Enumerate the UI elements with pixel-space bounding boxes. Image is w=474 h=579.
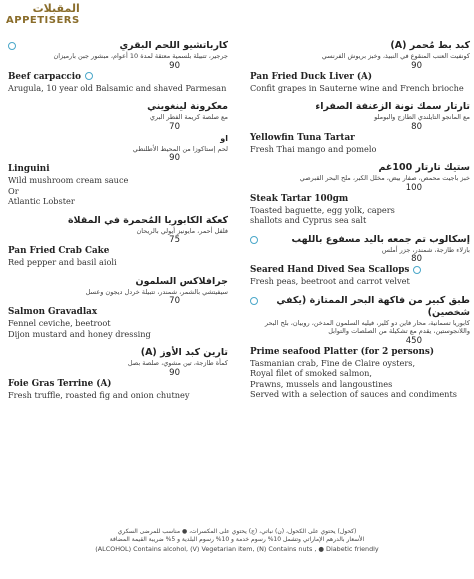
item-title: Steak Tartar 100gm [250,193,349,204]
item-desc-arabic: فلفل أحمر، مايونيز أيولي بالريحان [136,226,228,235]
item-title-arabic: كارباتشيو اللحم البقري [119,40,228,51]
item-price: 70 [169,121,180,132]
item-price: 90 [169,60,180,71]
item-title-arabic: إسكالوب تم جمعه باليد مسفوع باللهب [291,233,470,245]
menu-item-foie-gras [8,347,228,400]
item-desc: Prawns, mussels and langoustines [250,378,393,389]
diabetic-friendly-icon [250,236,258,244]
item-desc-arabic: لحم إستاكوزا من المحيط الأطلنطي [132,144,228,153]
menu-item-salmon-gravadlax [8,276,228,340]
menu-item-linguini [8,101,228,207]
diabetic-friendly-icon [250,297,258,305]
item-desc: Toasted baguette, egg yolk, capers [250,204,395,215]
item-desc: Tasmanian crab, Fine de Claire oysters, [250,357,416,368]
item-desc: Fresh Thai mango and pomelo [250,143,377,154]
item-or-arabic: او [220,133,228,143]
item-title-arabic: تارتار سمك تونة الزعنفة الصفراء [315,101,470,112]
footer-legend: (ALCOHOL) Contains alcohol, (V) Vegetarian item, (N) Contains nuts , ● Diabetic friendly [95,545,379,553]
item-title: Foie Gras Terrine (A) [8,378,112,389]
item-price: 80 [411,254,422,264]
item-desc: Red pepper and basil aioli [8,257,117,267]
item-title: Pan Fried Duck Liver (A) [250,71,373,82]
item-title: Linguini [8,164,50,174]
item-or: Or [8,185,19,196]
right-column [250,40,470,408]
item-title-arabic: كبد بط مُحمر (A) [390,40,470,51]
item-price: 90 [169,367,180,378]
menu-item-duck-liver [250,40,470,93]
item-desc-arabic: كابوريا تسمانية، محار فاين دو كلير، فيليه السلمون المدخن، روبيان، بلح البحر واللانجوستين، يقدم مع تشكيلة من الصلصات والتوابل [264,318,470,335]
item-price: 70 [169,296,180,306]
footer-legend-arabic: (كحول) يحتوي على الكحول، (ن) نباتي، (ج) يحتوي على المكسرات، ● مناسب للمرضى السكري [117,528,357,535]
diabetic-friendly-icon [413,266,421,274]
item-desc: Confit grapes in Sauterne wine and French brioche [250,82,464,93]
item-desc-arabic: كونفيت العنب المنقوع في النبيذ، وخبز بريوش الفرنسي [321,52,470,60]
menu-item-beef-carpaccio [8,40,228,93]
section-title: APPETISERS [6,15,80,26]
item-price: 100 [405,182,422,193]
item-desc-arabic: مع المانجو التايلندي الطازج والبوملو [374,113,470,121]
item-title: Beef carpaccio [8,71,81,82]
item-desc: Fresh truffle, roasted fig and onion chutney [8,389,190,400]
item-title-arabic: معكرونة لينغويني [147,101,228,112]
item-desc: shallots and Cyprus sea salt [250,215,367,225]
menu-item-crab-cake [8,215,228,268]
item-title-arabic: تارين كبد الأوز (A) [140,347,228,358]
menu-footer [0,528,474,554]
left-column [8,40,228,408]
item-desc-arabic: خبز باجيت محمص، صفار بيض، مخلل الكبر، ملح البحر القبرصي [299,174,470,182]
item-price: 90 [169,153,180,163]
item-title: Prime seafood Platter (for 2 persons) [250,346,435,357]
item-desc: Wild mushroom cream sauce [8,175,129,185]
item-desc-arabic: بازلاء طازجة، شمندر، جزر أملس [381,245,470,254]
item-desc-arabic: جرجير، تتبيلة بلسمية معتقة لمدة 10 أعوام، مبشور جبن بارميزان [53,52,228,60]
item-price: 450 [405,335,422,346]
item-title-arabic: جرافلاكس السلمون [135,275,228,287]
item-desc: Served with a selection of sauces and condiments [250,389,457,399]
item-title: Salmon Gravadlax [8,307,98,317]
item-title-arabic: طبق كبير من فاكهة البحر الممتازة (يكفي شخصين) [276,294,470,318]
item-price: 90 [411,60,422,71]
item-desc: Royal filet of smoked salmon, [250,368,373,378]
item-desc-arabic: سيفيتشي بالشمر، شمندر، تتبيلة خردل ديجون وعسل [85,287,228,296]
menu-item-steak-tartar [250,162,470,226]
item-price: 75 [169,235,180,245]
item-title: Pan Fried Crab Cake [8,246,110,256]
item-desc-arabic: مع صلصة كريمة الفطر البري [149,113,228,121]
menu-item-tuna-tartar [250,101,470,154]
item-desc: Fresh peas, beetroot and carrot velvet [250,276,410,286]
item-desc: Fennel ceviche, beetroot [8,318,111,328]
item-title-arabic: كعكة الكابوريا المُحمرة في المقلاة [67,214,228,226]
menu-header [6,2,80,26]
section-title-arabic: المقبلات [32,2,80,15]
menu-item-sea-scallops [250,234,470,287]
footer-prices-arabic: الأسعار بالدرهم الإماراتي وتشمل 10% رسوم خدمة و 10% رسوم البلدية و 5% ضريبة القيمة المضافة [109,536,365,543]
diabetic-friendly-icon [85,72,93,80]
item-desc: Dijon mustard and honey dressing [8,328,151,339]
item-desc: Arugula, 10 year old Balsamic and shaved Parmesan [8,82,227,93]
item-desc: Atlantic Lobster [8,196,75,206]
item-price: 80 [411,121,422,132]
menu-item-seafood-platter [250,295,470,400]
diabetic-friendly-icon [8,42,16,50]
item-title: Yellowfin Tuna Tartar [250,132,355,143]
item-title-arabic: ستيك تارتار 100غم [378,162,470,173]
item-desc-arabic: كمأة طازجة، تين مشوي، صلصة بصل [127,359,228,367]
item-title: Seared Hand Dived Sea Scallops [250,265,410,275]
